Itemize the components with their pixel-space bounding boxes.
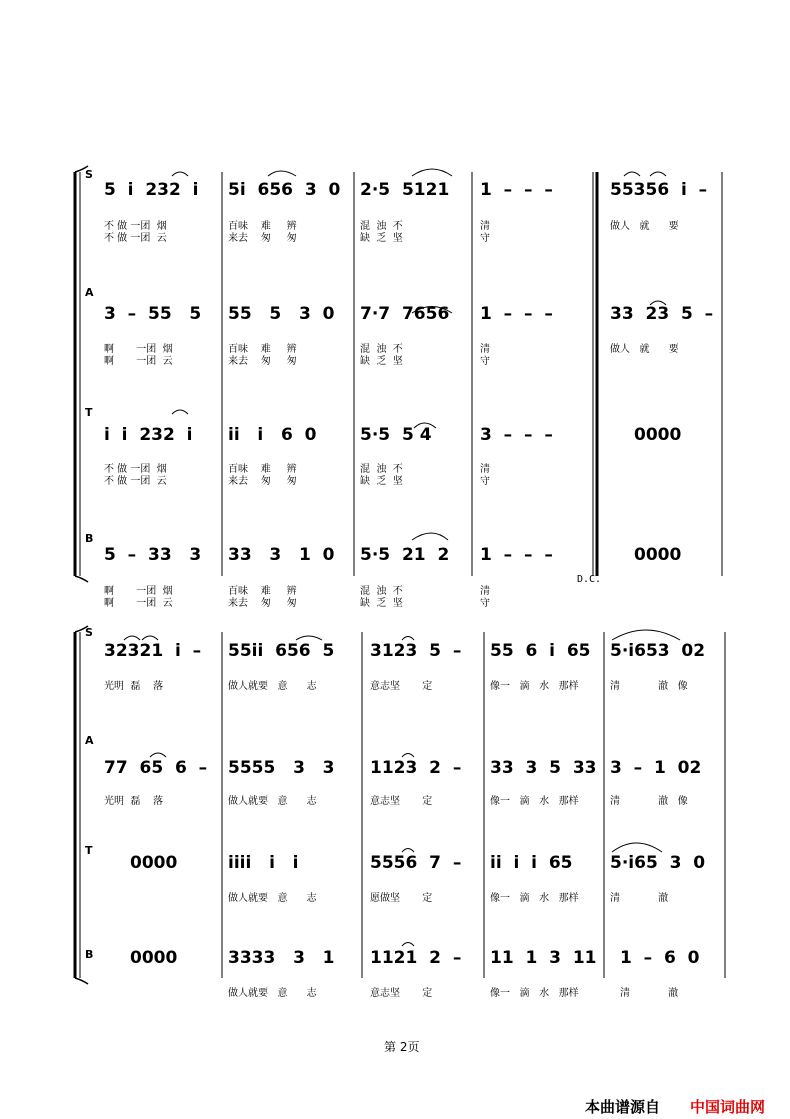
- s1-tenor-lyric-4b: 守: [480, 476, 490, 487]
- s1-soprano-lyric-1a: 不 做 一团 烟: [104, 221, 167, 232]
- s1-tenor-m1: i i 232 i: [104, 425, 193, 445]
- s2-alto-lyric-1: 光明 磊 落: [104, 796, 164, 807]
- s1-soprano-m2: 5i 656 3 0: [228, 180, 341, 200]
- voice-label-bass: B: [85, 532, 94, 545]
- s2-tenor-lyric-4: 像一 滴 水 那样: [490, 893, 579, 904]
- s2-bass-m3: 1121 2 –: [370, 948, 462, 968]
- s1-soprano-m5: 55356 i –: [610, 180, 708, 200]
- page-number: 第 2页: [384, 1040, 420, 1054]
- system1-bracket: [75, 166, 88, 582]
- s2-tenor-lyric-2: 做人就要 意 志: [228, 893, 317, 904]
- s1-alto-m5: 33 23 5 –: [610, 304, 714, 324]
- s1-soprano-lyric-4b: 守: [480, 233, 490, 244]
- s1-bass-m2: 33 3 1 0: [228, 545, 335, 565]
- s1-soprano-lyric-3a: 混 浊 不: [360, 221, 403, 232]
- s2-tenor-m1: 0000: [130, 853, 178, 873]
- s1-alto-lyric-1a: 啊 一团 烟: [104, 344, 173, 355]
- s2-bass-m2: 3333 3 1: [228, 948, 335, 968]
- s2-alto-lyric-5: 清 澈 像: [610, 796, 688, 807]
- s1-bass-m3: 5·5 21 2: [360, 545, 450, 565]
- s1-alto-lyric-1b: 啊 一团 云: [104, 356, 173, 367]
- s1-alto-lyric-2b: 来去 匆 匆: [228, 356, 297, 367]
- s2-bass-lyric-2: 做人就要 意 志: [228, 988, 317, 999]
- s1-soprano-lyric-2b: 来去 匆 匆: [228, 233, 297, 244]
- s2-alto-m3: 1123 2 –: [370, 758, 462, 778]
- s1-bass-lyric-2a: 百味 难 辨: [228, 586, 297, 597]
- s2-soprano-lyric-1: 光明 磊 落: [104, 681, 164, 692]
- s1-tenor-lyric-2b: 来去 匆 匆: [228, 476, 297, 487]
- s2-alto-m5: 3 – 1 02: [610, 758, 702, 778]
- voice-label-alto-2: A: [85, 734, 94, 747]
- s2-tenor-m2: iiii i i: [228, 853, 299, 873]
- s1-alto-m2: 55 5 3 0: [228, 304, 335, 324]
- s1-tenor-lyric-1a: 不 做 一团 烟: [104, 464, 167, 475]
- system2-bracket: [75, 626, 88, 984]
- s2-alto-lyric-3: 意志坚 定: [370, 796, 433, 807]
- s1-tenor-m4: 3 – – –: [480, 425, 553, 445]
- s2-bass-m5: 1 – 6 0: [620, 948, 700, 968]
- s2-alto-m4: 33 3 5 33: [490, 758, 597, 778]
- voice-label-tenor-2: T: [85, 844, 93, 857]
- s2-bass-lyric-4: 像一 滴 水 那样: [490, 988, 579, 999]
- s1-alto-m3: 7·7 7656: [360, 304, 450, 324]
- s2-soprano-m1: 32321 i –: [104, 641, 202, 661]
- s2-alto-m2: 5555 3 3: [228, 758, 335, 778]
- s1-bass-m5: 0000: [634, 545, 682, 565]
- voice-label-tenor: T: [85, 406, 93, 419]
- s1-soprano-lyric-2a: 百味 难 辨: [228, 221, 297, 232]
- s1-tenor-lyric-3b: 缺 乏 坚: [360, 476, 403, 487]
- s1-bass-m1: 5 – 33 3: [104, 545, 202, 565]
- s1-tenor-lyric-2a: 百味 难 辨: [228, 464, 297, 475]
- s1-tenor-lyric-3a: 混 浊 不: [360, 464, 403, 475]
- footer-site-name[interactable]: 中国词曲网: [690, 1098, 766, 1116]
- s2-tenor-lyric-5: 清 澈: [610, 893, 669, 904]
- s2-bass-lyric-5: 清 澈: [620, 988, 679, 999]
- s2-tenor-m3: 5556 7 –: [370, 853, 462, 873]
- s1-bass-lyric-4a: 清: [480, 586, 490, 597]
- s2-bass-m4: 11 1 3 11: [490, 948, 597, 968]
- s1-alto-lyric-4a: 清: [480, 344, 490, 355]
- s1-tenor-m5: 0000: [634, 425, 682, 445]
- s1-alto-m1: 3 – 55 5: [104, 304, 202, 324]
- voice-label-soprano-2: S: [85, 626, 93, 639]
- s1-tenor-lyric-4a: 清: [480, 464, 490, 475]
- s2-soprano-m3: 3123 5 –: [370, 641, 462, 661]
- s1-tenor-m2: ii i 6 0: [228, 425, 317, 445]
- s2-bass-m1: 0000: [130, 948, 178, 968]
- s2-soprano-lyric-2: 做人就要 意 志: [228, 681, 317, 692]
- s2-alto-m1: 77 65 6 –: [104, 758, 208, 778]
- s2-tenor-m4: ii i i 65: [490, 853, 573, 873]
- s1-soprano-m3: 2·5 5121: [360, 180, 450, 200]
- s1-bass-m4: 1 – – –: [480, 545, 553, 565]
- s2-alto-lyric-2: 做人就要 意 志: [228, 796, 317, 807]
- s2-tenor-lyric-3: 愿做坚 定: [370, 893, 433, 904]
- voice-label-alto: A: [85, 286, 94, 299]
- s1-tenor-lyric-1b: 不 做 一团 云: [104, 476, 167, 487]
- s1-soprano-lyric-4a: 清: [480, 221, 490, 232]
- s1-alto-lyric-4b: 守: [480, 356, 490, 367]
- s2-alto-lyric-4: 像一 滴 水 那样: [490, 796, 579, 807]
- s1-alto-lyric-2a: 百味 难 辨: [228, 344, 297, 355]
- s1-soprano-m1: 5 i 232 i: [104, 180, 199, 200]
- dc-marking: D.C.: [577, 574, 602, 585]
- s1-bass-lyric-1a: 啊 一团 烟: [104, 586, 173, 597]
- s1-tenor-m3: 5·5 5 4: [360, 425, 432, 445]
- s2-soprano-lyric-3: 意志坚 定: [370, 681, 433, 692]
- s1-bass-lyric-4b: 守: [480, 598, 490, 609]
- s1-bass-lyric-2b: 来去 匆 匆: [228, 598, 297, 609]
- s2-soprano-m4: 55 6 i 65: [490, 641, 591, 661]
- s2-soprano-lyric-4: 像一 滴 水 那样: [490, 681, 579, 692]
- s1-bass-lyric-3b: 缺 乏 坚: [360, 598, 403, 609]
- s1-soprano-lyric-3b: 缺 乏 坚: [360, 233, 403, 244]
- s1-alto-m4: 1 – – –: [480, 304, 553, 324]
- s2-tenor-m5: 5·i65 3 0: [610, 853, 706, 873]
- s2-soprano-lyric-5: 清 澈 像: [610, 681, 688, 692]
- s1-soprano-m4: 1 – – –: [480, 180, 553, 200]
- s1-alto-lyric-5: 做人 就 要: [610, 344, 679, 355]
- footer-source-label: 本曲谱源自: [585, 1098, 661, 1116]
- voice-label-bass-2: B: [85, 948, 94, 961]
- s1-alto-lyric-3b: 缺 乏 坚: [360, 356, 403, 367]
- voice-label-soprano: S: [85, 168, 93, 181]
- s2-soprano-m2: 55ii 656 5: [228, 641, 335, 661]
- s2-bass-lyric-3: 意志坚 定: [370, 988, 433, 999]
- s1-soprano-lyric-1b: 不 做 一团 云: [104, 233, 167, 244]
- s1-soprano-lyric-5: 做人 就 要: [610, 221, 679, 232]
- s1-bass-lyric-1b: 啊 一团 云: [104, 598, 173, 609]
- s2-soprano-m5: 5·i653 02: [610, 641, 706, 661]
- s1-bass-lyric-3a: 混 浊 不: [360, 586, 403, 597]
- s1-alto-lyric-3a: 混 浊 不: [360, 344, 403, 355]
